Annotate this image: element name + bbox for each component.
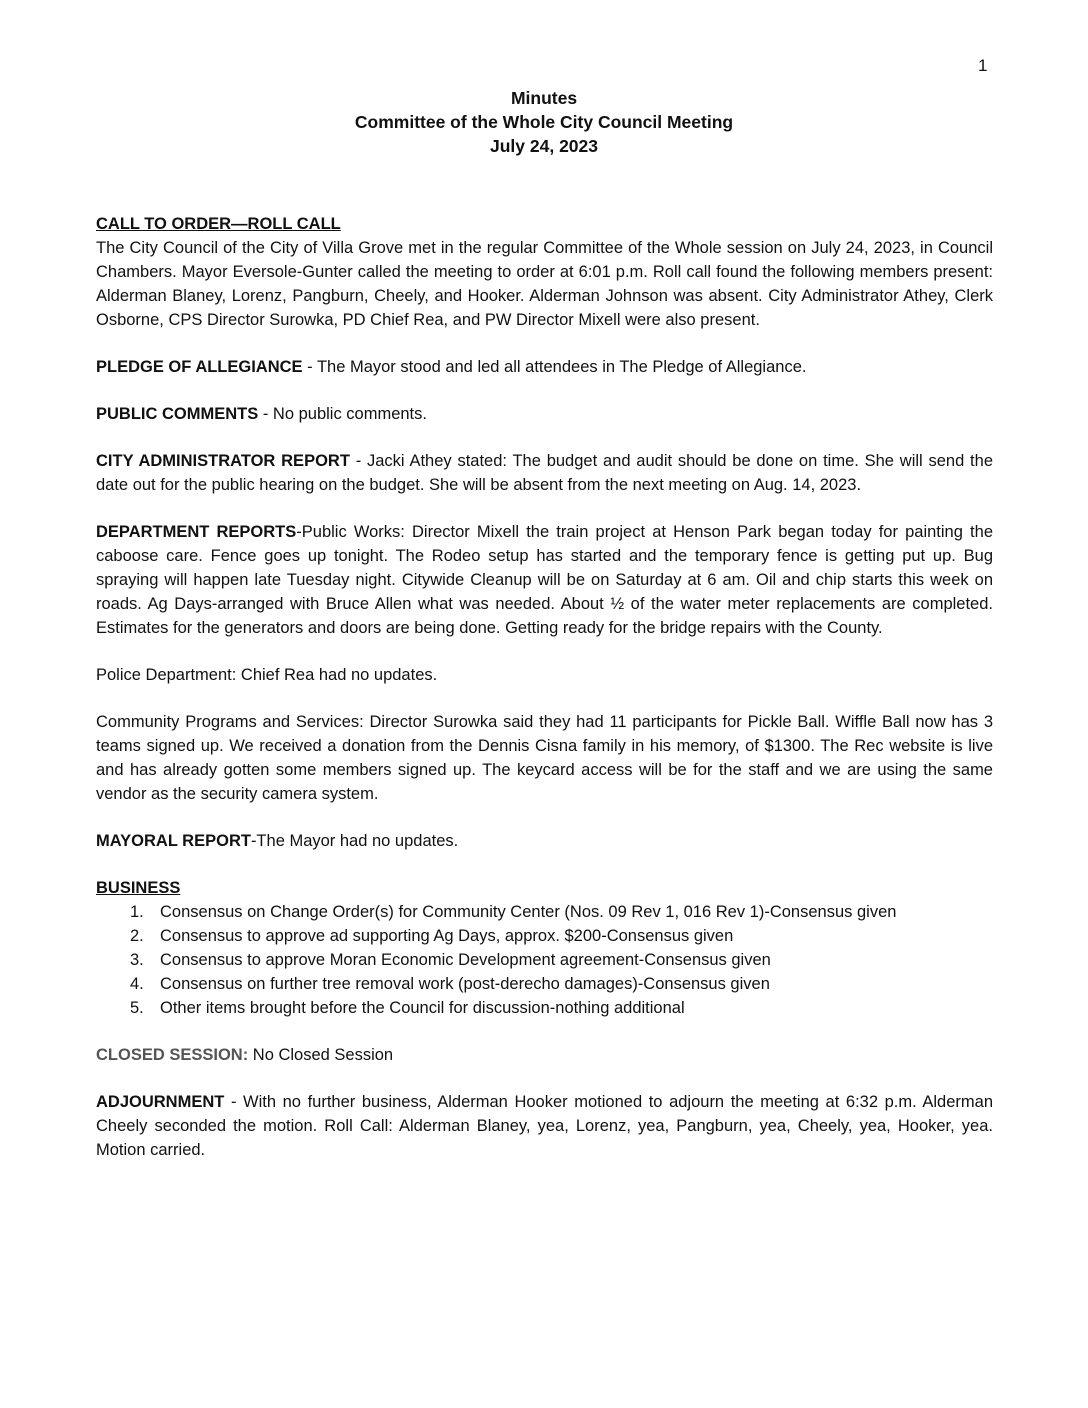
business-item-number: 5.: [130, 999, 144, 1017]
mayoral-section: [96, 829, 993, 853]
business-item-number: 4.: [130, 975, 144, 993]
business-section: [96, 876, 993, 1020]
minutes-body: [96, 212, 993, 1185]
department-reports-text: -Public Works: Director Mixell the train project at Henson Park began today for painting the caboose care. Fence goes up tonight. The Rodeo setup has started and the temporary fence is getting put up. Bug spraying will happen late Tuesday night. Citywide Cleanup will be on Saturday at 6 am. Oil and chip starts this week on roads. Ag Days-arranged with Bruce Allen what was needed. About ½ of the water meter replacements are completed. Estimates for the generators and doors are being done. Getting ready for the bridge repairs with the County.: [96, 523, 993, 637]
adjournment-label: ADJOURNMENT: [96, 1093, 225, 1111]
business-item-text: Consensus to approve ad supporting Ag Days, approx. $200-Consensus given: [160, 927, 734, 945]
city-admin-text: - Jacki Athey stated: The budget and audit should be done on time. She will send the date out for the public hearing on the budget. She will be absent from the next meeting on Aug. 14, 2023.: [96, 452, 993, 494]
pledge-text: - The Mayor stood and led all attendees in The Pledge of Allegiance.: [302, 358, 807, 376]
public-comments-label: PUBLIC COMMENTS: [96, 405, 259, 423]
adjournment-text: - With no further business, Alderman Hooker motioned to adjourn the meeting at 6:32 p.m. Alderman Cheely seconded the motion. Roll Call: Alderman Blaney, yea, Lorenz, yea, Pangburn, yea, Cheely, yea, Hooker, yea. Motion carried.: [96, 1093, 993, 1159]
community-programs-section: Community Programs and Services: Director Surowka said they had 11 participants for Pickle Ball. Wiffle Ball now has 3 teams signed up. We received a donation from the Dennis Cisna family in his memory, of $1300. The Rec website is live and has already gotten some members signed up. The keycard access will be for the staff and we are using the same vendor as the security camera system.: [96, 713, 993, 803]
call-to-order-section: [96, 212, 993, 332]
mayoral-text: -The Mayor had no updates.: [250, 832, 459, 850]
adjournment-section: [96, 1090, 993, 1162]
business-item: [96, 972, 993, 996]
mayoral-label: MAYORAL REPORT: [96, 832, 251, 850]
business-item: [96, 996, 993, 1020]
closed-session-section: [96, 1043, 993, 1067]
public-comments-section: [96, 402, 993, 426]
business-item: [96, 924, 993, 948]
closed-session-text: No Closed Session: [248, 1046, 394, 1064]
pledge-label: PLEDGE OF ALLEGIANCE: [96, 358, 303, 376]
city-admin-label: CITY ADMINISTRATOR REPORT: [96, 452, 350, 470]
business-item-text: Consensus on Change Order(s) for Community Center (Nos. 09 Rev 1, 016 Rev 1)-Consensus given: [160, 903, 897, 921]
pledge-section: [96, 355, 993, 379]
business-item-text: Other items brought before the Council for discussion-nothing additional: [160, 999, 685, 1017]
title-line-meeting: Committee of the Whole City Council Meeting: [354, 112, 734, 132]
business-item-number: 3.: [130, 951, 144, 969]
business-item: [96, 948, 993, 972]
call-to-order-text: The City Council of the City of Villa Grove met in the regular Committee of the Whole session on July 24, 2023, in Council Chambers. Mayor Eversole-Gunter called the meeting to order at 6:01 p.m. Roll call found the following members present: Alderman Blaney, Lorenz, Pangburn, Cheely, and Hooker. Alderman Johnson was absent. City Administrator Athey, Clerk Osborne, CPS Director Surowka, PD Chief Rea, and PW Director Mixell were also present.: [96, 239, 993, 329]
business-item-number: 2.: [130, 927, 144, 945]
department-reports-section: [96, 520, 993, 640]
business-item-text: Consensus on further tree removal work (post-derecho damages)-Consensus given: [160, 975, 770, 993]
title-line-minutes: Minutes: [510, 88, 578, 108]
closed-session-label: CLOSED SESSION:: [96, 1046, 249, 1064]
department-reports-label: DEPARTMENT REPORTS: [96, 523, 297, 541]
call-to-order-heading: CALL TO ORDER—ROLL CALL: [96, 215, 341, 233]
page-number: 1: [978, 56, 988, 75]
business-heading: BUSINESS: [96, 879, 181, 897]
business-item-text: Consensus to approve Moran Economic Development agreement-Consensus given: [160, 951, 771, 969]
city-admin-section: [96, 449, 993, 497]
police-section: Police Department: Chief Rea had no updates.: [96, 666, 438, 684]
business-item: [96, 900, 993, 924]
business-item-number: 1.: [130, 903, 144, 921]
title-line-date: July 24, 2023: [490, 136, 598, 156]
business-list: [96, 900, 993, 1020]
public-comments-text: - No public comments.: [258, 405, 427, 423]
document-title: [0, 86, 1088, 158]
